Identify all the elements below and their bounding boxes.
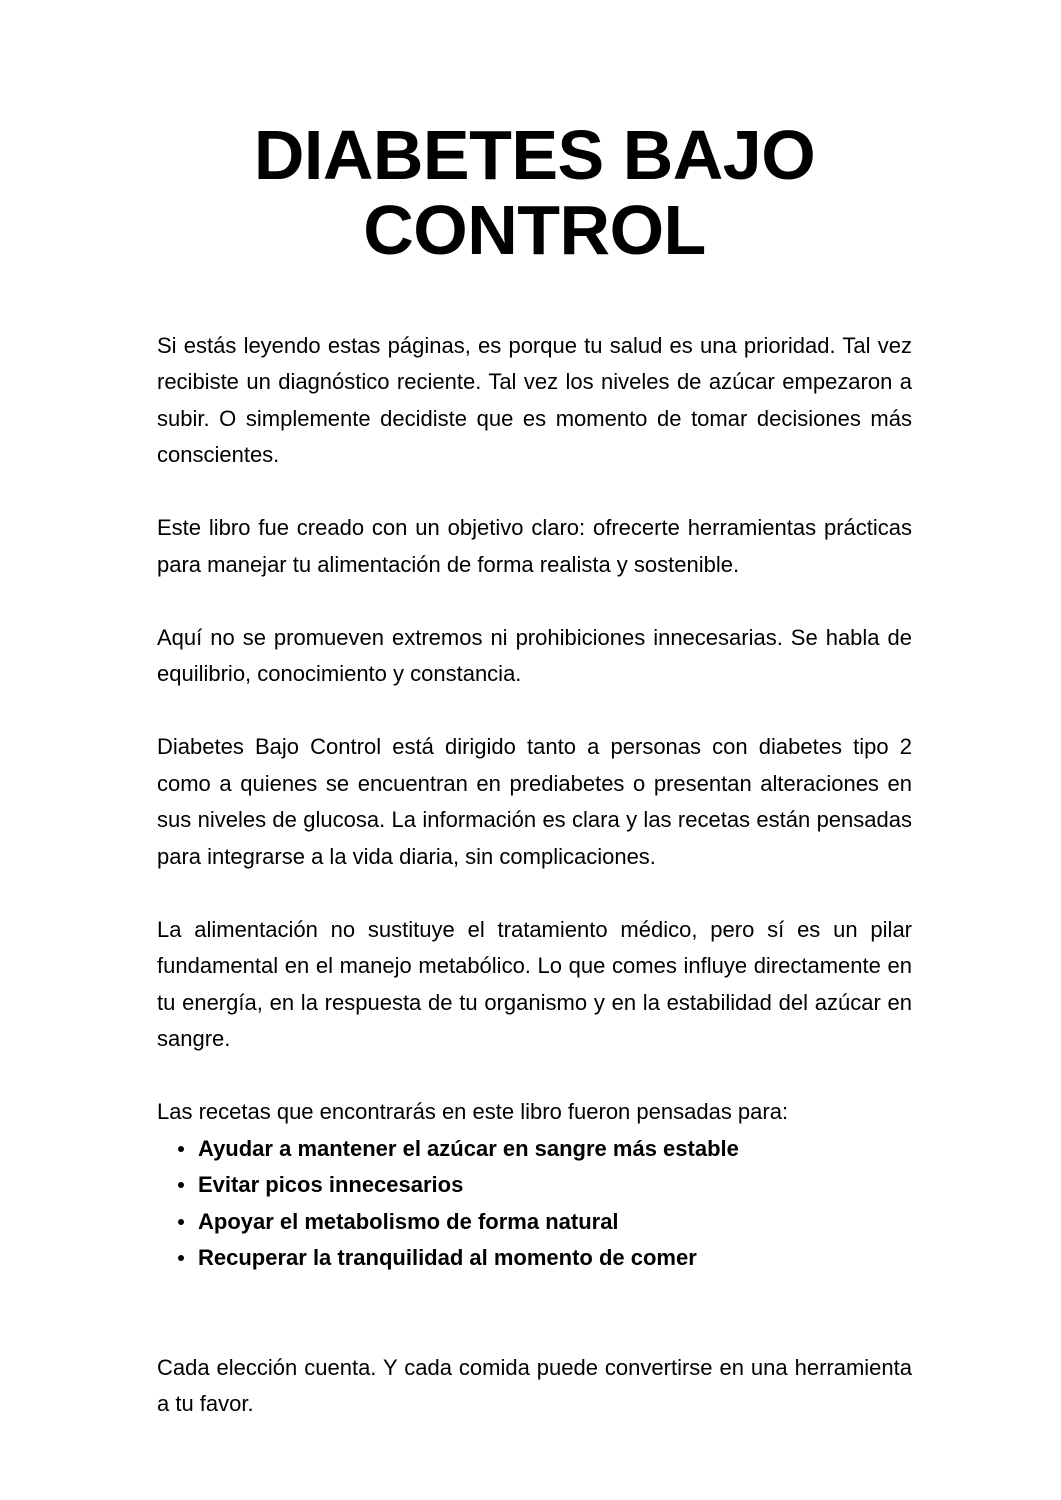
page-title-line-1: DIABETES BAJO [253,116,816,194]
paragraph-3: Aquí no se promueven extremos ni prohibiciones innecesarias. Se habla de equilibrio, conocimiento y constancia. [157,624,912,687]
paragraph-2: Este libro fue creado con un objetivo claro: ofrecerte herramientas prácticas para manejar tu alimentación de forma realista y sostenible. [157,515,912,577]
paragraph-1: Si estás leyendo estas páginas, es porque tu salud es una prioridad. Tal vez recibiste un diagnóstico reciente. Tal vez los niveles de azúcar empezaron a subir. O simplemente decidiste que es momento de tomar decisiones más conscientes. [157,332,912,468]
list-lead-in: Las recetas que encontrarás en este libro fueron pensadas para: [157,1099,789,1125]
page-title [157,0,912,268]
bullet-icon [178,1255,184,1261]
bullet-icon [178,1219,184,1225]
list-item-label: Recuperar la tranquilidad al momento de comer [198,1245,697,1271]
list-item-label: Apoyar el metabolismo de forma natural [198,1208,619,1234]
paragraph-5: La alimentación no sustituye el tratamiento médico, pero sí es un pilar fundamental en el manejo metabólico. Lo que comes influye directamente en tu energía, en la respuesta de tu organismo y en la estabilidad del azúcar en sangre. [157,916,912,1052]
benefits-list [157,1131,912,1277]
list-item [157,1204,912,1241]
list-item-label: Ayudar a mantener el azúcar en sangre más estable [198,1135,739,1161]
section-spacer [157,1277,912,1350]
list-item [157,1240,912,1277]
bullet-icon [178,1146,184,1152]
page-title-line-2: CONTROL [363,190,706,269]
bullet-icon [178,1182,184,1188]
document-content [157,0,912,1423]
paragraph-4: Diabetes Bajo Control está dirigido tanto a personas con diabetes tipo 2 como a quienes se encuentran en prediabetes o presentan alteraciones en sus niveles de glucosa. La información es clara y las recetas están pensadas para integrarse a la vida diaria, sin complicaciones. [157,734,912,869]
closing-paragraph: Cada elección cuenta. Y cada comida puede convertirse en una herramienta a tu favor. [157,1354,912,1417]
list-item [157,1131,912,1168]
list-item [157,1167,912,1204]
body-text [157,328,912,1423]
list-item-label: Evitar picos innecesarios [198,1172,464,1198]
